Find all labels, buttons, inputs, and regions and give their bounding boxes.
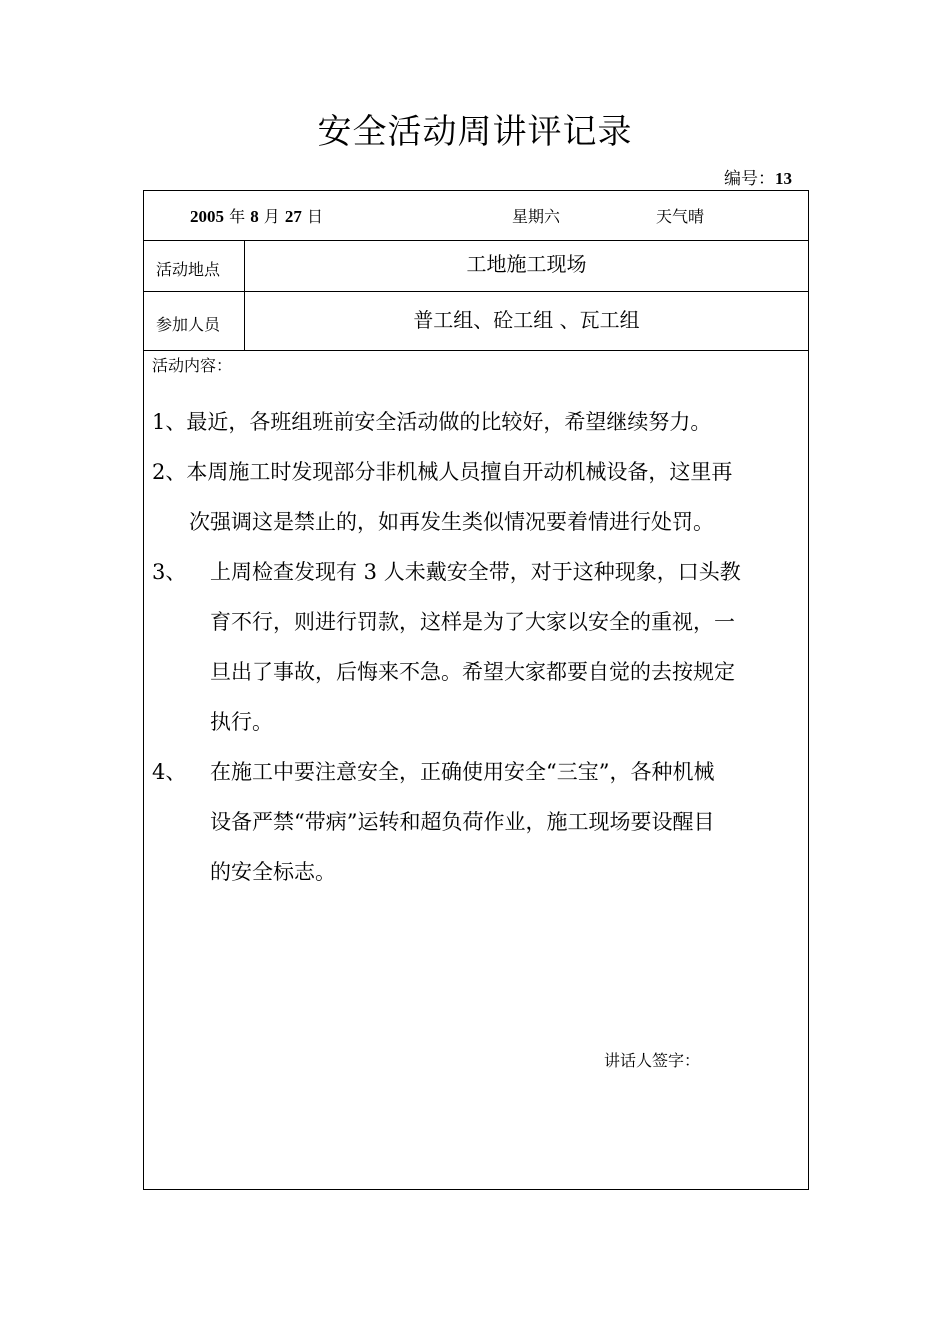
item-text-line: 的安全标志。 xyxy=(210,860,336,884)
activity-record-form xyxy=(143,190,809,1190)
location-value: 工地施工现场 xyxy=(466,252,587,276)
serial-number xyxy=(724,164,792,189)
speaker-signature-label: 讲话人签字： xyxy=(604,1051,701,1070)
date-day: 27 xyxy=(284,207,302,226)
page-title: 安全活动周讲评记录 xyxy=(317,112,633,152)
item-text-line: 最近，各班组班前安全活动做的比较好，希望继续努力。 xyxy=(186,410,712,434)
item-text-line: 在施工中要注意安全，正确使用安全“三宝”，各种机械 xyxy=(210,760,715,784)
content-item-1 xyxy=(152,397,804,447)
weather-field: 天气晴 xyxy=(656,207,705,226)
date-year-unit: 年 xyxy=(224,207,251,226)
weekday-field: 星期六 xyxy=(512,207,561,226)
item-text-line: 次强调这是禁止的，如再发生类似情况要着情进行处罚。 xyxy=(189,510,714,534)
content-item-4 xyxy=(152,747,804,897)
item-text-line: 上周检查发现有 3 人未戴安全带，对于这种现象，口头教 xyxy=(210,560,741,584)
content-label: 活动内容： xyxy=(152,356,233,375)
date-month: 8 xyxy=(250,207,259,226)
item-text-line: 执行。 xyxy=(210,710,273,734)
participants-label-cell xyxy=(144,292,245,350)
item-number: 2、 xyxy=(152,460,187,484)
location-label-cell xyxy=(144,241,245,291)
item-text-line: 旦出了事故，后悔来不急。希望大家都要自觉的去按规定 xyxy=(210,660,735,684)
item-text-line: 育不行，则进行罚款，这样是为了大家以安全的重视，一 xyxy=(210,610,735,634)
item-text-line: 设备严禁“带病”运转和超负荷作业，施工现场要设醒目 xyxy=(210,810,715,834)
date-day-unit: 日 xyxy=(301,207,323,226)
participants-value: 普工组、砼工组 、瓦工组 xyxy=(413,308,640,332)
date-field xyxy=(190,204,323,227)
item-number: 1、 xyxy=(152,410,187,434)
date-month-unit: 月 xyxy=(258,207,285,226)
participants-label: 参加人员 xyxy=(156,315,221,334)
item-number: 4、 xyxy=(152,760,187,784)
date-year: 2005 xyxy=(190,207,224,226)
item-text-line: 本周施工时发现部分非机械人员擅自开动机械设备，这里再 xyxy=(186,460,733,484)
location-label: 活动地点 xyxy=(156,260,221,279)
date-row xyxy=(144,191,808,241)
serial-value: 13 xyxy=(775,169,792,188)
item-number: 3、 xyxy=(152,560,187,584)
participants-row xyxy=(144,292,808,351)
location-row xyxy=(144,241,808,292)
content-item-2 xyxy=(152,447,804,547)
content-item-3 xyxy=(152,547,804,747)
serial-label: 编号： xyxy=(724,169,775,189)
